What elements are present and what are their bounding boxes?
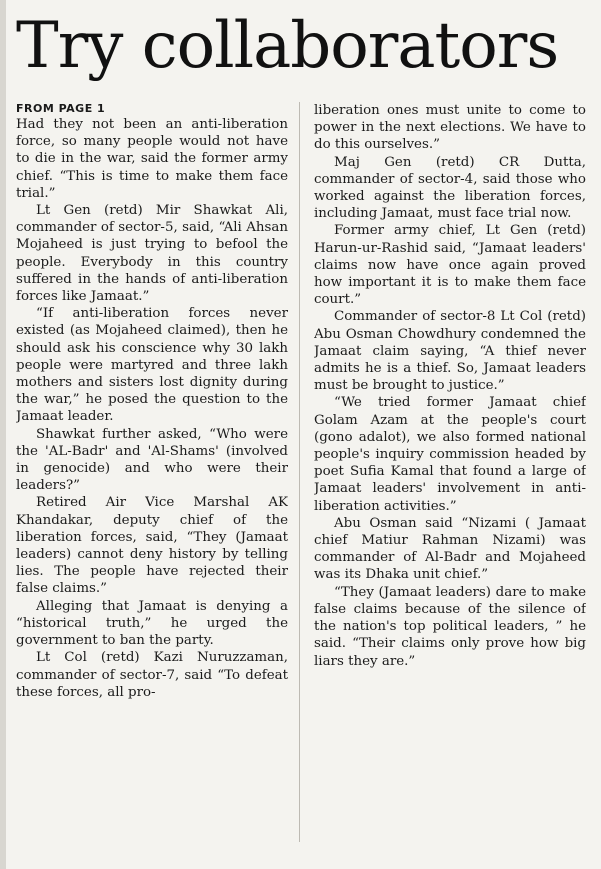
paragraph: Lt Col (retd) Kazi Nuruzzaman, commander of sector-7, said “To defeat these forces, all pro- xyxy=(16,650,288,700)
paragraph: Former army chief, Lt Gen (retd) Harun-ur-Rashid said, “Jamaat leaders' claims now have once again proved how important it is to make them face court.” xyxy=(314,223,586,308)
column-divider xyxy=(299,102,300,842)
paragraph: Alleging that Jamaat is denying a “historical truth,” he urged the government to ban the party. xyxy=(16,598,288,649)
paragraph: Maj Gen (retd) CR Dutta, commander of sector-4, said those who worked against the liberation forces, including Jamaat, must face trial now. xyxy=(314,154,586,222)
paragraph: “If anti-liberation forces never existed (as Mojaheed claimed), then he should ask his conscience why 30 lakh people were martyred and three lakh mothers and sisters lost dignity during the war,” he posed the question to the Jamaat leader. xyxy=(16,306,288,425)
paragraph: Abu Osman said “Nizami ( Jamaat chief Matiur Rahman Nizami) was commander of Al-Badr and Mojaheed was its Dhaka unit chief.” xyxy=(314,515,586,583)
headline: Try collaborators xyxy=(16,9,559,83)
paragraph: Commander of sector-8 Lt Col (retd) Abu Osman Chowdhury condemned the Jamaat claim saying, “A thief never admits he is a thief. So, Jamaat leaders must be brought to justice.” xyxy=(314,309,586,394)
paragraph: liberation ones must unite to come to power in the next elections. We have to do this ourselves.” xyxy=(314,103,586,153)
paragraph: Retired Air Vice Marshal AK Khandakar, deputy chief of the liberation forces, said, “They (Jamaat leaders) cannot deny history by telling lies. The people have rejected their false claims.” xyxy=(16,495,288,597)
article-column-left xyxy=(16,102,288,862)
jump-label: FROM PAGE 1 xyxy=(16,102,106,115)
paragraph: “They (Jamaat leaders) dare to make false claims because of the silence of the nation's top political leaders, ” he said. “Their claims only prove how big liars they are.” xyxy=(314,584,586,669)
paragraph: Had they not been an anti-liberation force, so many people would not have to die in the war, said the former army chief. “This is time to make them face trial.” xyxy=(16,117,288,201)
paragraph: Shawkat further asked, “Who were the 'AL-Badr' and 'Al-Shams' (involved in genocide) and who were their leaders?” xyxy=(16,426,288,494)
clipping-edge xyxy=(0,0,6,869)
article-column-right xyxy=(314,102,586,862)
paragraph: Lt Gen (retd) Mir Shawkat Ali, commander of sector-5, said, “Ali Ahsan Mojaheed is just trying to befool the people. Everybody in this country suffered in the hands of anti-liberation forces like Jamaat.” xyxy=(16,203,288,305)
paragraph: “We tried former Jamaat chief Golam Azam at the people's court (gono adalot), we also formed national people's inquiry commission headed by poet Sufia Kamal that found a large of Jamaat leaders' involvement in anti-liberation activities.” xyxy=(314,395,586,514)
